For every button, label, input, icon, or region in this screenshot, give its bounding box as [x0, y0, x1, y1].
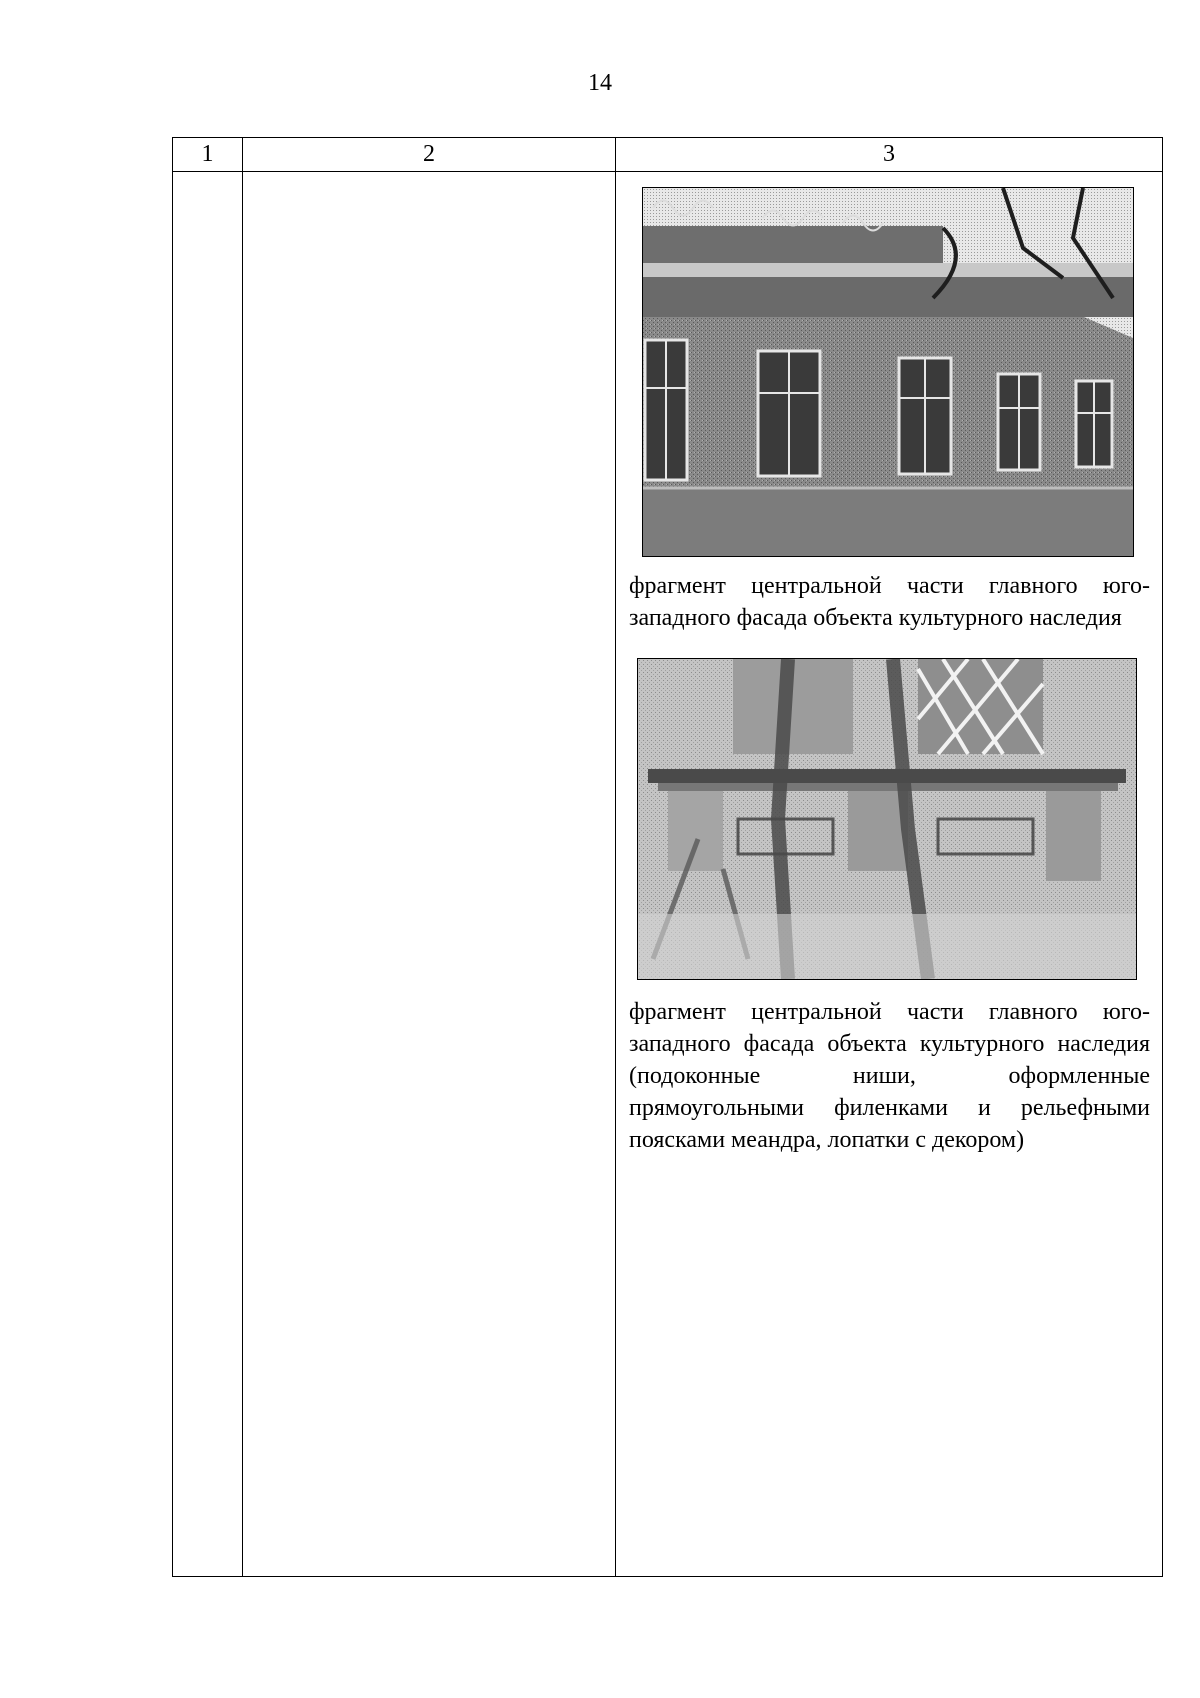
facade-photo: [642, 187, 1134, 557]
facade-detail-photo: [637, 658, 1137, 980]
header-col-3: 3: [616, 138, 1163, 172]
table-header-row: [173, 138, 1163, 172]
table-row: [173, 172, 1163, 1577]
photo-caption: фрагмент центральной части главного юго-западного фасада объекта культурного наследия (подоконные ниши, оформленные прямоугольными филенками и рельефными поясками меандра, лопатки с декором): [629, 999, 1150, 1153]
header-col-2: 2: [243, 138, 616, 172]
cell-col-1: [173, 172, 243, 1577]
page-number: 14: [588, 70, 612, 96]
cell-col-2: [243, 172, 616, 1577]
photo-caption: фрагмент центральной части главного юго-западного фасада объекта культурного наследия: [629, 573, 1150, 631]
cell-col-3: [616, 172, 1163, 1577]
header-col-1: 1: [173, 138, 243, 172]
heritage-table: [172, 137, 1163, 1577]
